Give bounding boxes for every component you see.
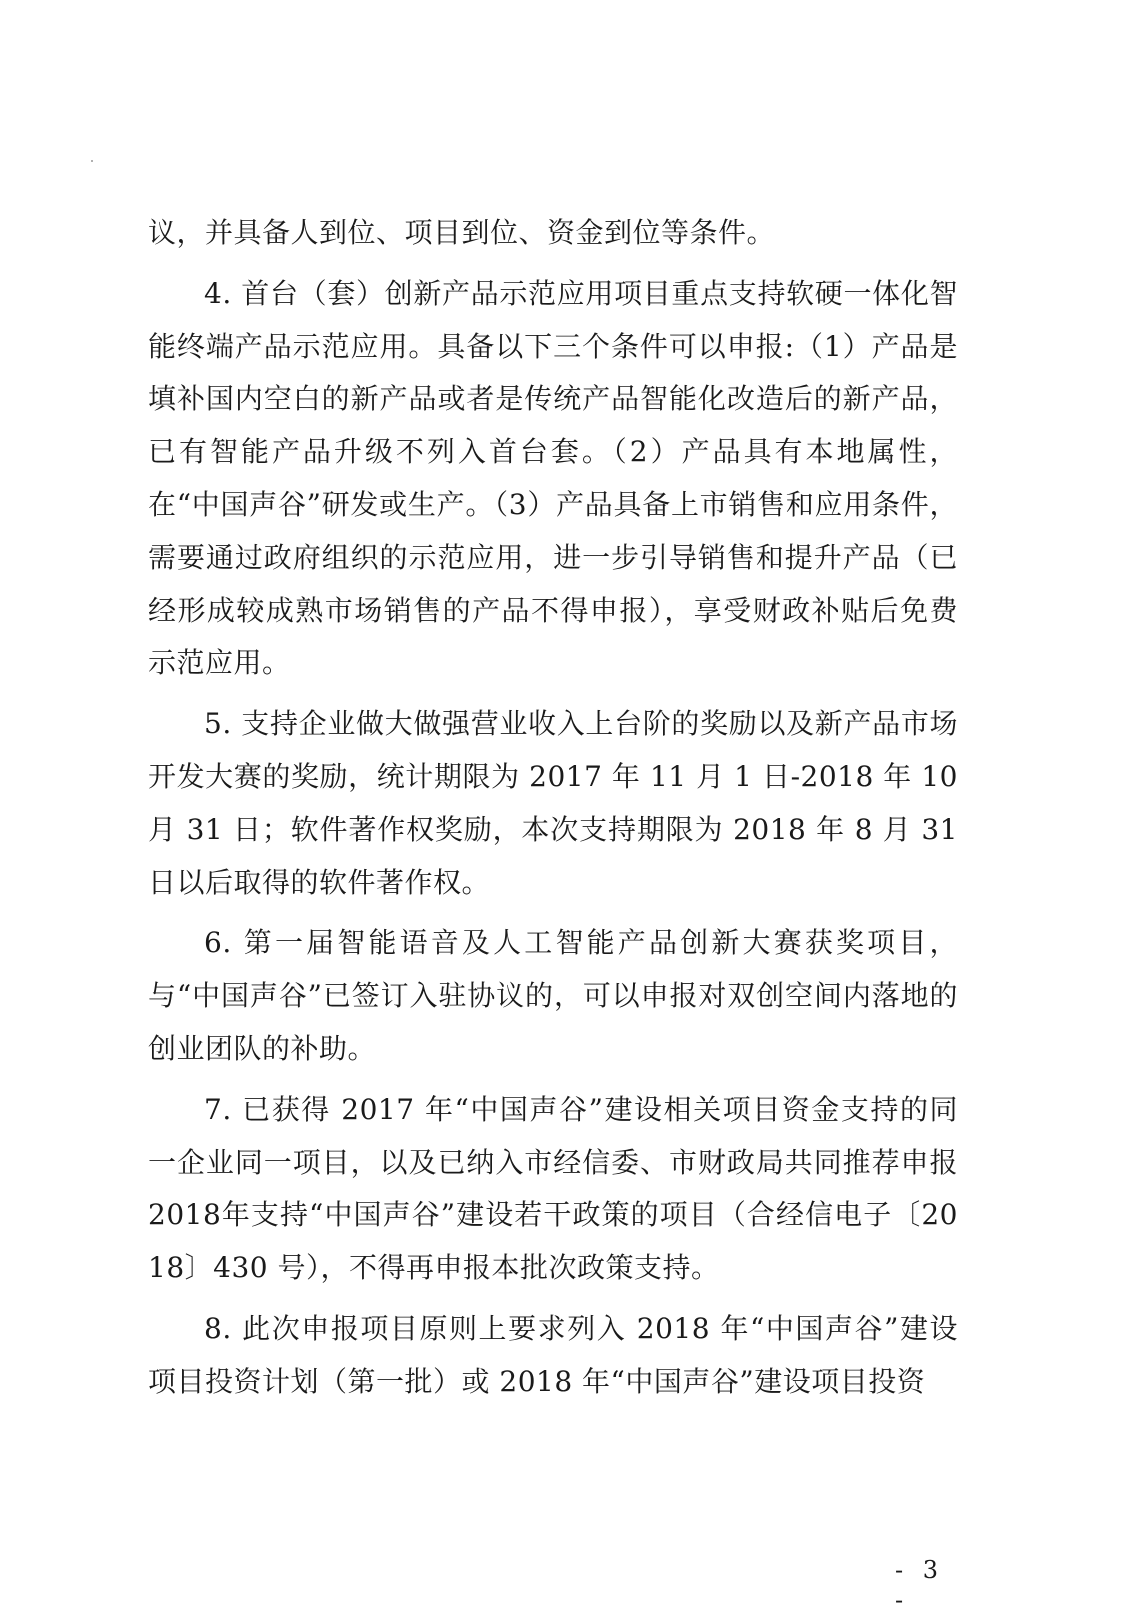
paragraph-item-8: 8. 此次申报项目原则上要求列入 2018 年“中国声谷”建设项目投资计划（第一批）或 2018 年“中国声谷”建设项目投资	[148, 1311, 958, 1398]
paragraph-item-4: 4. 首台（套）创新产品示范应用项目重点支持软硬一体化智能终端产品示范应用。具备以下三个条件可以申报:（1）产品是填补国内空白的新产品或者是传统产品智能化改造后的新产品，已有智能产品升级不列入首台套。（2）产品具有本地属性，在“中国声谷”研发或生产。（3）产品具备上市销售和应用条件，需要通过政府组织的示范应用，进一步引导销售和提升产品（已经形成较成熟市场销售的产品不得申报），享受财政补贴后免费示范应用。	[148, 276, 958, 680]
document-body	[148, 207, 958, 1409]
paragraph-item-6: 6. 第一届智能语音及人工智能产品创新大赛获奖项目，与“中国声谷”已签订入驻协议的，可以申报对双创空间内落地的创业团队的补助。	[148, 926, 958, 1065]
paragraph-continuation: 议，并具备人到位、项目到位、资金到位等条件。	[148, 216, 776, 249]
paragraph-item-7: 7. 已获得 2017 年“中国声谷”建设相关项目资金支持的同一企业同一项目，以及已纳入市经信委、市财政局共同推荐申报2018年支持“中国声谷”建设若干政策的项目（合经信电子〔2018〕430 号），不得再申报本批次政策支持。	[148, 1092, 958, 1285]
paragraph-item-5: 5. 支持企业做大做强营业收入上台阶的奖励以及新产品市场开发大赛的奖励，统计期限为 2017 年 11 月 1 日-2018 年 10 月 31 日；软件著作权奖励，本次支持期限为 2018 年 8 月 31 日以后取得的软件著作权。	[148, 707, 958, 899]
scan-speck	[91, 160, 93, 162]
page-number: - 3 -	[895, 1556, 945, 1614]
